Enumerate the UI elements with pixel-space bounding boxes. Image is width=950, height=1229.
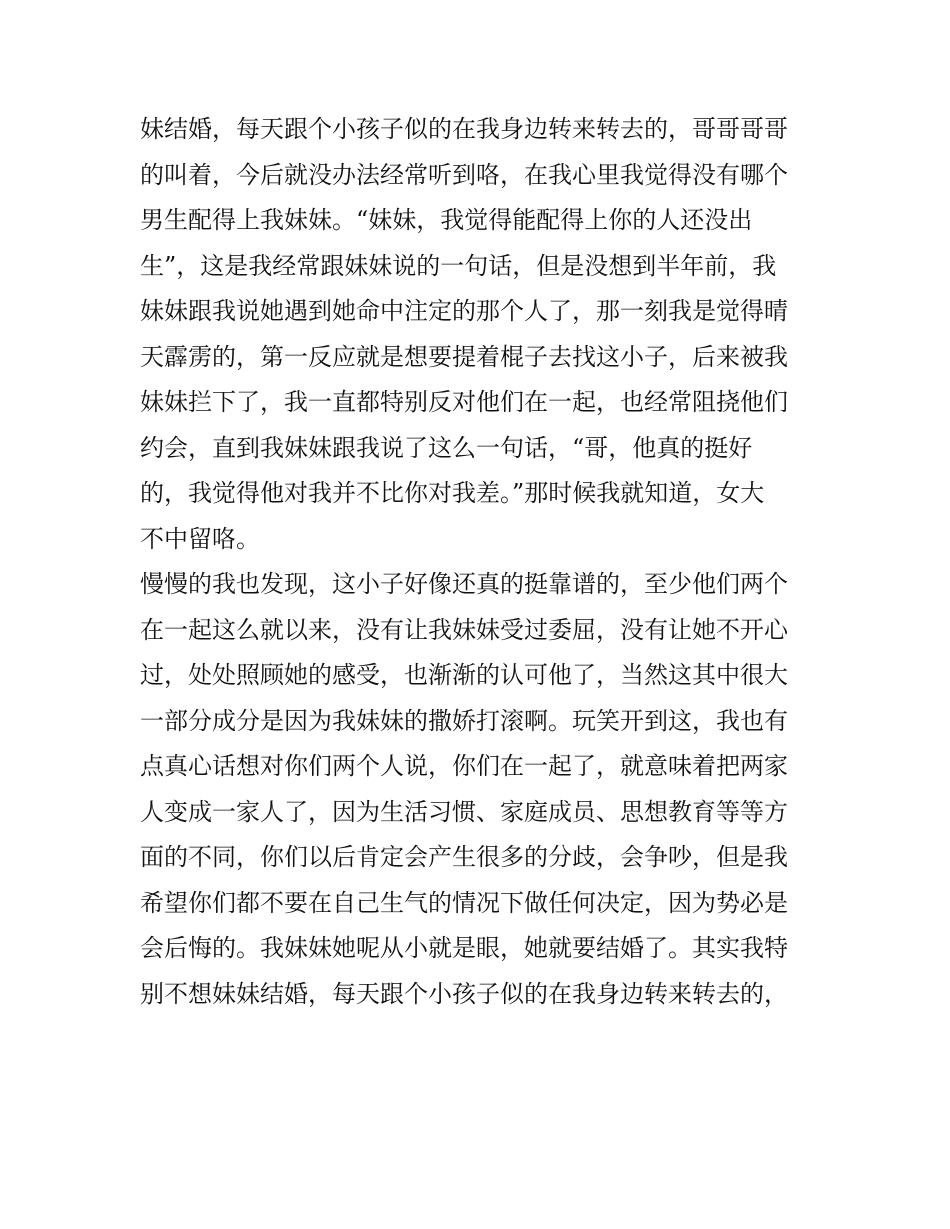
text-line-15: 点真心话想对你们两个人说，你们在一起了，就意味着把两家 — [140, 752, 788, 780]
text-line-8: 约会，直到我妹妹跟我说了这么一句话，“哥，他真的挺好 — [140, 433, 753, 462]
text-line-16: 人变成一家人了，因为生活习惯、家庭成员、思想教育等等方 — [140, 797, 788, 826]
text-line-14: 一部分成分是因为我妹妹的撒娇打滚啊。玩笑开到这，我也有 — [140, 706, 788, 735]
text-line-13: 过，处处照顾她的感受，也渐渐的认可他了，当然这其中很大 — [140, 661, 788, 689]
body-text — [140, 107, 820, 1017]
text-line-7: 妹妹拦下了，我一直都特别反对他们在一起，也经常阻挠他们 — [140, 388, 788, 416]
text-line-2: 的叫着，今后就没办法经常听到咯，在我心里我觉得没有哪个 — [140, 160, 788, 189]
text-line-4: 生”，这是我经常跟妹妹说的一句话，但是没想到半年前，我 — [140, 251, 777, 280]
text-line-9: 的，我觉得他对我并不比你对我差。”那时候我就知道，女大 — [140, 479, 765, 507]
text-line-1: 妹结婚，每天跟个小孩子似的在我身边转来转去的，哥哥哥哥 — [140, 115, 788, 143]
text-line-6: 天霹雳的，第一反应就是想要提着棍子去找这小子，后来被我 — [140, 342, 788, 371]
text-line-10: 不中留咯。 — [140, 524, 260, 553]
text-line-12: 在一起这么就以来，没有让我妹妹受过委屈，没有让她不开心 — [140, 615, 788, 644]
text-line-5: 妹妹跟我说她遇到她命中注定的那个人了，那一刻我是觉得晴 — [140, 297, 788, 325]
text-line-19: 会后悔的。我妹妹她呢从小就是眼，她就要结婚了。其实我特 — [140, 934, 788, 962]
text-line-20: 别不想妹妹结婚，每天跟个小孩子似的在我身边转来转去的， — [140, 979, 788, 1008]
text-line-3: 男生配得上我妹妹。“妹妹，我觉得能配得上你的人还没出 — [140, 206, 753, 234]
text-line-17: 面的不同，你们以后肯定会产生很多的分歧，会争吵，但是我 — [140, 843, 788, 871]
text-line-18: 希望你们都不要在自己生气的情况下做任何决定，因为势必是 — [140, 888, 788, 917]
text-line-11: 慢慢的我也发现，这小子好像还真的挺靠谱的，至少他们两个 — [140, 570, 788, 598]
